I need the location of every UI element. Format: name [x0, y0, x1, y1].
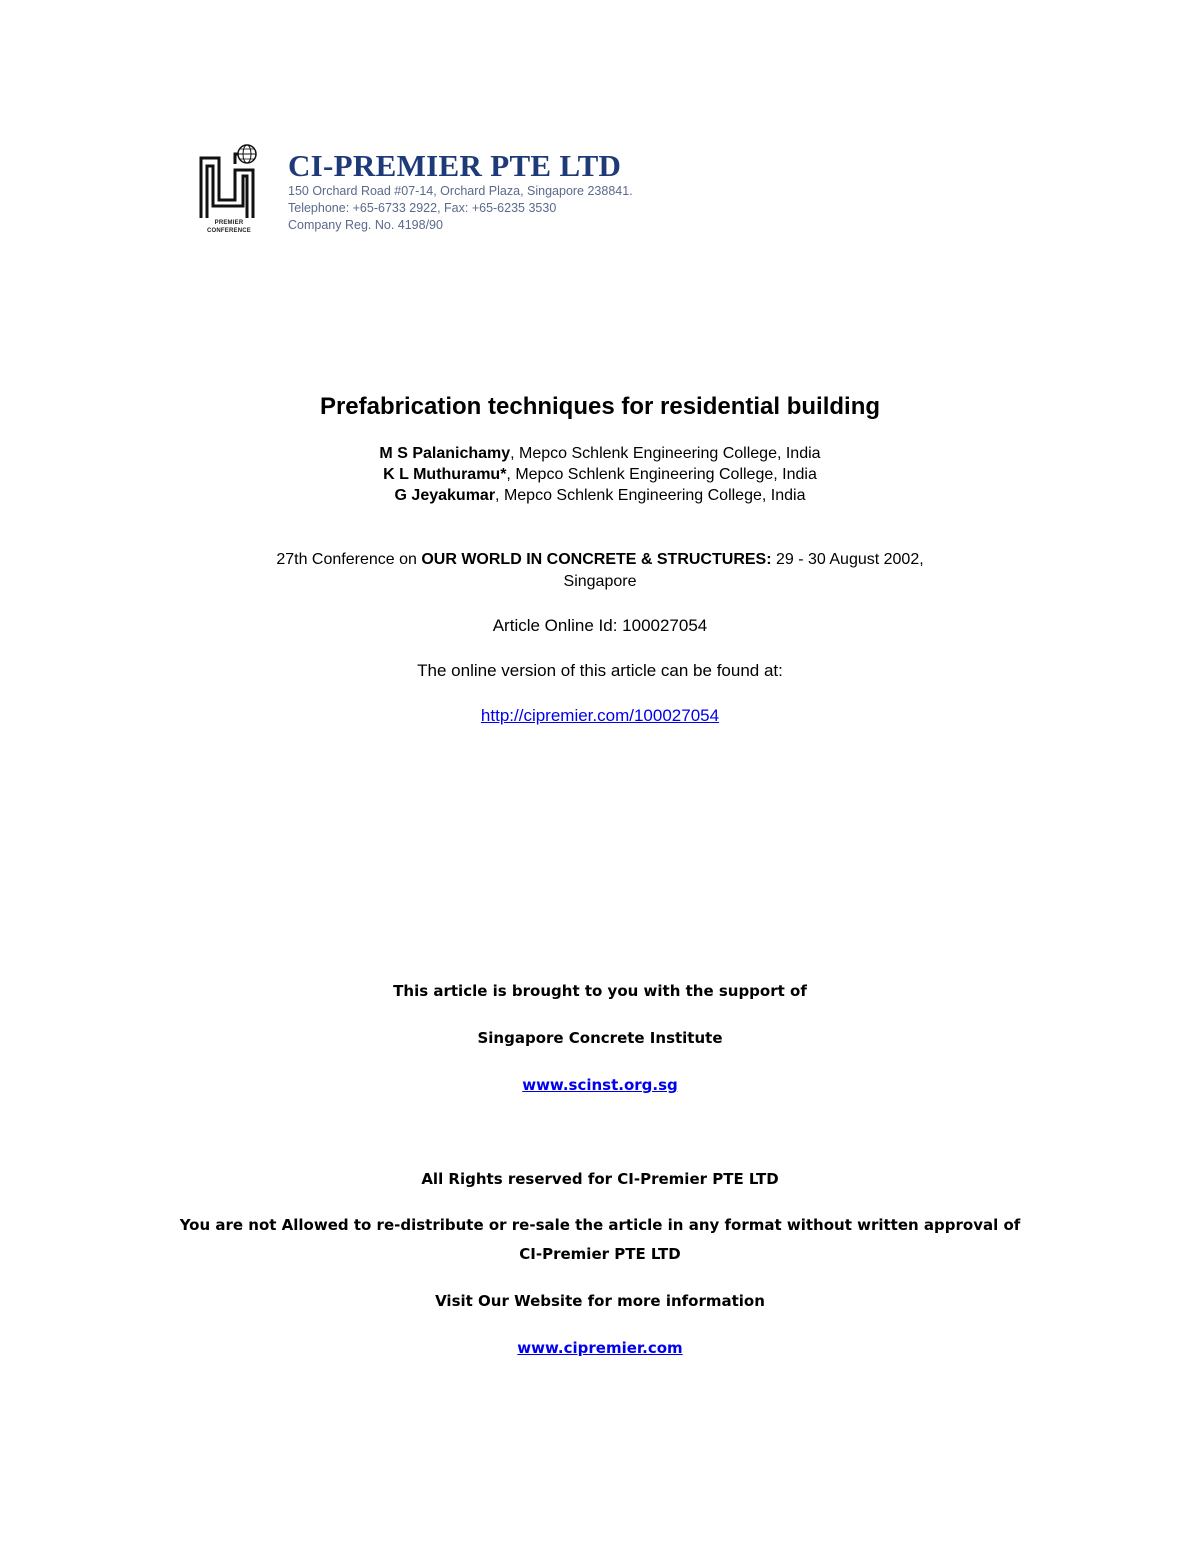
author-line [0, 445, 1200, 463]
logo-caption-2: CONFERENCE [206, 228, 251, 234]
premier-conference-logo-icon [197, 140, 261, 220]
support-url-wrap [0, 1076, 1200, 1094]
support-organization: Singapore Concrete Institute [477, 1029, 723, 1047]
sci-website-link[interactable]: www.scinst.org.sg [522, 1076, 678, 1094]
author-affiliation: , Mepco Schlenk Engineering College, India [510, 445, 821, 462]
author-affiliation: , Mepco Schlenk Engineering College, India [506, 466, 817, 483]
company-registration: Company Reg. No. 4198/90 [288, 218, 443, 232]
online-version-note: The online version of this article can be found at: [417, 661, 783, 680]
author-affiliation: , Mepco Schlenk Engineering College, India [495, 487, 806, 504]
support-line: This article is brought to you with the support of [393, 982, 807, 1000]
cipremier-website-link[interactable]: www.cipremier.com [517, 1339, 683, 1357]
company-phone: Telephone: +65-6733 2922, Fax: +65-6235 3530 [288, 201, 557, 215]
author-name: M S Palanichamy [379, 445, 511, 462]
company-logo [197, 140, 261, 238]
author-line [0, 487, 1200, 505]
rights-restriction: You are not Allowed to re-distribute or re-sale the article in any format without written approval of [179, 1216, 1021, 1234]
cipremier-url-wrap [0, 1339, 1200, 1357]
article-title: Prefabrication techniques for residential building [319, 393, 881, 420]
conference-location: Singapore [563, 573, 637, 590]
rights-reserved: All Rights reserved for CI-Premier PTE LTD [421, 1170, 779, 1188]
article-online-id: Article Online Id: 100027054 [492, 616, 708, 635]
author-name: K L Muthuramu* [383, 466, 507, 483]
logo-caption-1: PREMIER [214, 220, 244, 226]
company-address: 150 Orchard Road #07-14, Orchard Plaza, Singapore 238841. [288, 184, 633, 198]
company-name: CI-PREMIER PTE LTD [288, 148, 622, 183]
online-url-wrap [0, 706, 1200, 726]
author-name: G Jeyakumar [394, 487, 496, 504]
conference-name: OUR WORLD IN CONCRETE & STRUCTURES: [421, 551, 772, 568]
rights-restriction-company: CI-Premier PTE LTD [519, 1245, 681, 1263]
visit-website-note: Visit Our Website for more information [435, 1292, 765, 1310]
conference-dates: 29 - 30 August 2002, [771, 551, 924, 568]
conference-prefix: 27th Conference on [276, 551, 422, 568]
author-line [0, 466, 1200, 484]
article-url-link[interactable]: http://cipremier.com/100027054 [480, 706, 720, 725]
conference-line [0, 551, 1200, 569]
